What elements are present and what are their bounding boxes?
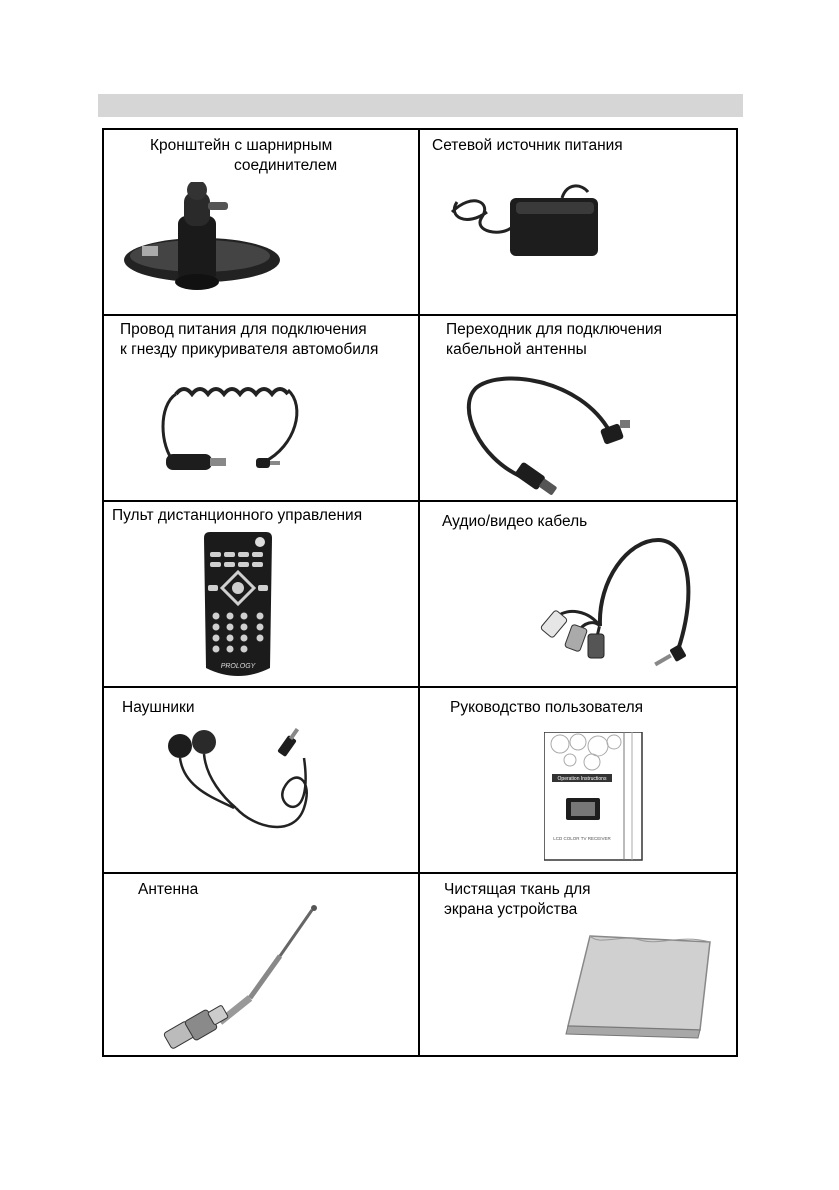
item-cell-car-charger [104,316,420,502]
user-manual-icon [544,732,644,862]
remote-brand-text: PROLOGY [220,663,256,670]
item-label-line: Кронштейн с шарнирным [150,137,333,154]
item-label-line: Антенна [138,881,199,898]
earphones-icon [154,728,334,858]
item-label-line: экрана устройства [444,901,578,918]
item-label [122,698,194,718]
item-label [446,320,662,360]
item-label-line: соединителем [234,157,338,174]
mount-bracket-icon [122,182,282,302]
item-label-line: Руководство пользователя [450,699,644,716]
item-label-line: Пульт дистанционного управления [112,507,363,524]
package-contents-table [102,128,738,1057]
section-header-bar [98,94,743,117]
item-label-line: Провод питания для подключения [120,321,367,338]
item-cell-user-manual [420,688,736,874]
cleaning-cloth-icon [560,930,720,1042]
antenna-adapter-cable-icon [460,368,670,498]
item-label [138,880,198,900]
telescopic-antenna-icon [160,904,340,1054]
item-label [444,880,591,920]
item-label-line: Чистящая ткань для [444,881,591,898]
item-cell-antenna-adapter [420,316,736,502]
item-label [112,506,362,526]
item-cell-cleaning-cloth [420,874,736,1057]
item-label-line: Переходник для подключения [446,321,662,338]
item-label-line: Наушники [122,699,195,716]
av-cable-icon [538,530,698,680]
item-label [450,698,643,718]
item-label [442,512,587,532]
item-label-line: Аудио/видео кабель [442,513,588,530]
remote-control-icon [200,532,276,682]
item-cell-antenna [104,874,420,1057]
item-label [150,136,337,176]
item-cell-remote-control [104,502,420,688]
item-label [120,320,378,360]
item-cell-av-cable [420,502,736,688]
power-adapter-icon [442,172,622,272]
item-label-line: кабельной антенны [446,341,587,358]
manual-cover-footer: LCD COLOR TV RECEIVER [553,836,611,841]
car-charger-cable-icon [156,366,316,486]
item-label [432,136,623,156]
item-cell-mount-bracket [104,130,420,316]
item-label-line: к гнезду прикуривателя автомобиля [120,341,379,358]
item-cell-power-adapter [420,130,736,316]
item-cell-earphones [104,688,420,874]
manual-cover-title: Operation Instructions [557,776,607,782]
item-label-line: Сетевой источник питания [432,137,623,154]
